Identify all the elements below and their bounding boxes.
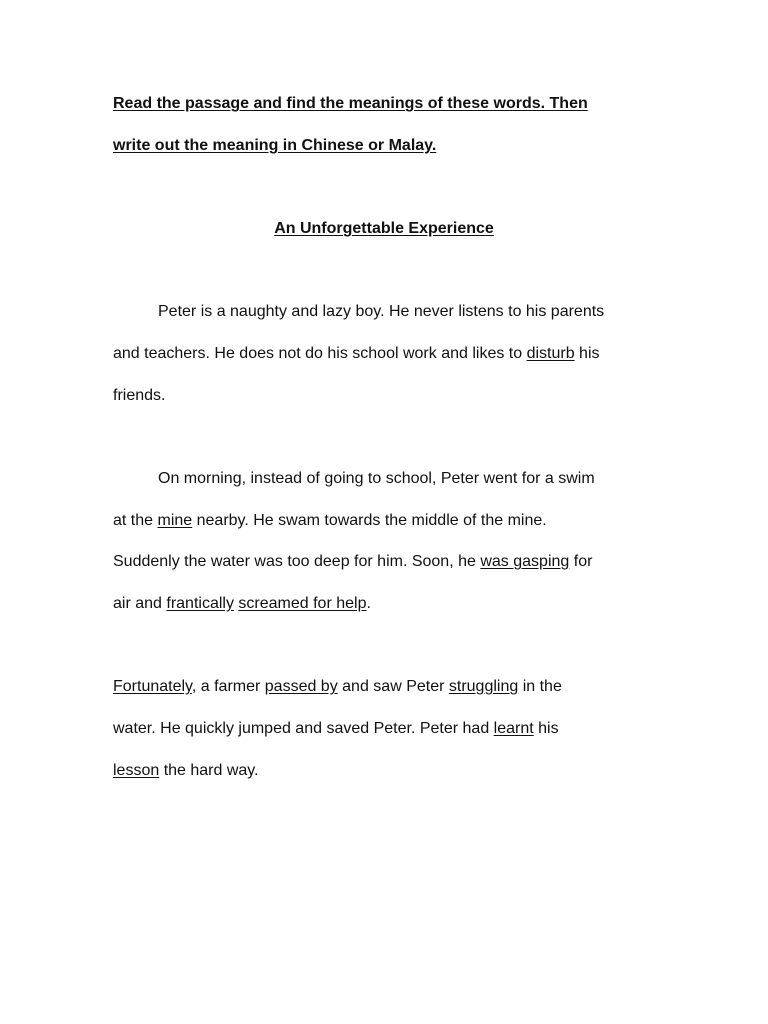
p3-text-2b: his xyxy=(533,720,559,737)
p2-text-2b: nearby. He swam towards the middle of the mine. xyxy=(192,512,547,529)
p2-line-3 xyxy=(113,552,592,572)
vocab-disturb: disturb xyxy=(526,345,575,362)
p2-text-4a: air and xyxy=(113,595,167,612)
p2-text-3a: Suddenly the water was too deep for him. Soon, he xyxy=(113,553,481,570)
p2-text-3b: for xyxy=(569,553,593,570)
p1-line-2 xyxy=(113,344,600,364)
instruction-line-2 xyxy=(113,136,436,156)
p1-text-2b: his xyxy=(574,345,600,362)
p1-line-1 xyxy=(158,302,604,322)
p1-line-3 xyxy=(113,386,165,406)
p1-text-2a: and teachers. He does not do his school work and likes to xyxy=(113,345,527,362)
p3-line-3 xyxy=(113,761,259,781)
passage-title-text: An Unforgettable Experience xyxy=(274,220,494,237)
vocab-was-gasping: was gasping xyxy=(480,553,570,570)
p1-text-3: friends. xyxy=(113,387,166,404)
vocab-passed-by: passed by xyxy=(264,678,338,695)
instruction-text-1: Read the passage and find the meanings of these words. Then xyxy=(113,95,588,112)
p2-line-2 xyxy=(113,511,547,531)
instruction-line-1 xyxy=(113,94,588,114)
instruction-text-2: write out the meaning in Chinese or Malay. xyxy=(113,137,437,154)
passage-title xyxy=(0,219,768,239)
p3-line-2 xyxy=(113,719,559,739)
vocab-fortunately: Fortunately xyxy=(113,678,192,695)
p2-text-4b: . xyxy=(366,595,371,612)
p3-text-1b: and saw Peter xyxy=(337,678,449,695)
p3-text-3a: the hard way. xyxy=(159,762,259,779)
p1-text-1: Peter is a naughty and lazy boy. He never listens to his parents xyxy=(158,303,605,320)
p3-text-1c: in the xyxy=(518,678,562,695)
vocab-learnt: learnt xyxy=(493,720,534,737)
p3-text-1a: , a farmer xyxy=(191,678,265,695)
vocab-screamed-for-help: screamed for help xyxy=(238,595,367,612)
p3-line-1 xyxy=(113,677,562,697)
vocab-mine: mine xyxy=(157,512,193,529)
p2-line-1 xyxy=(158,469,595,489)
vocab-struggling: struggling xyxy=(448,678,519,695)
vocab-frantically: frantically xyxy=(166,595,234,612)
vocab-lesson: lesson xyxy=(113,762,160,779)
p2-text-1: On morning, instead of going to school, Peter went for a swim xyxy=(158,470,595,487)
p2-text-2a: at the xyxy=(113,512,158,529)
p3-text-2a: water. He quickly jumped and saved Peter. Peter had xyxy=(113,720,494,737)
p2-line-4 xyxy=(113,594,371,614)
